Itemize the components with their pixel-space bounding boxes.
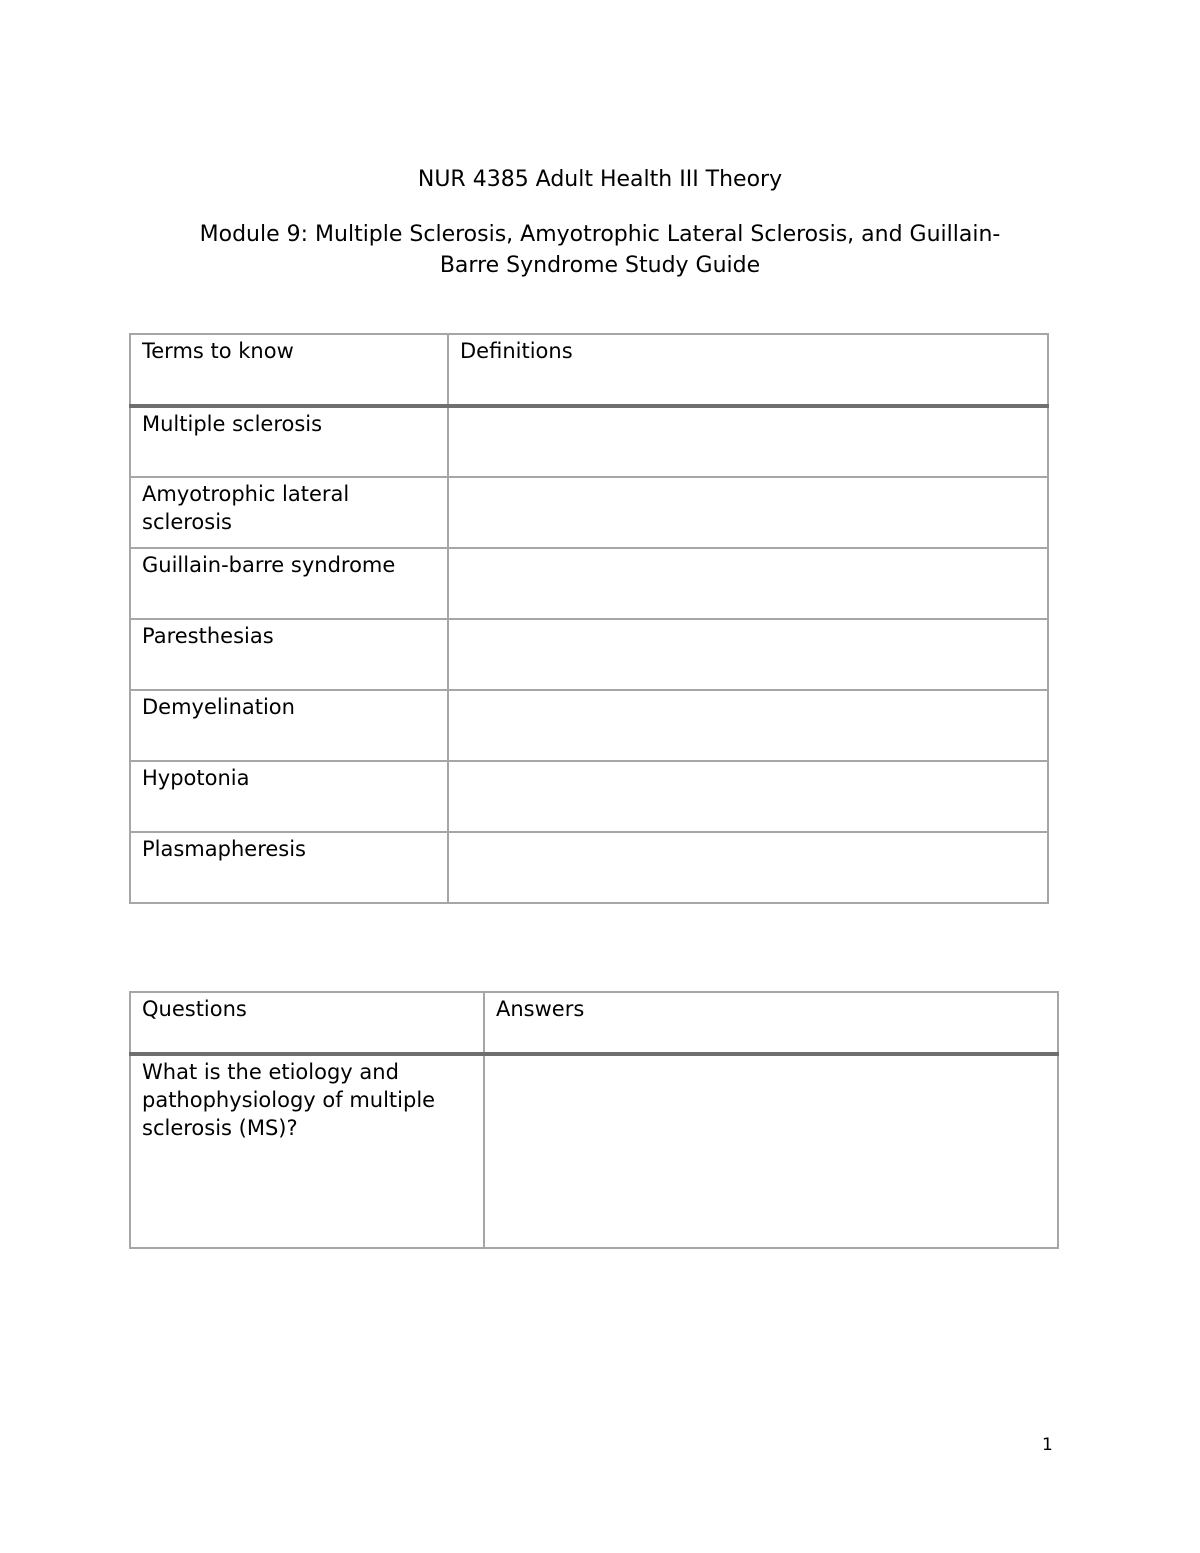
definition-cell[interactable] [448, 548, 1048, 619]
answers-column-header: Answers [484, 992, 1058, 1054]
table-row [130, 690, 1048, 761]
definition-cell[interactable] [448, 619, 1048, 690]
table-row [130, 548, 1048, 619]
term-cell: Hypotonia [130, 761, 448, 832]
definition-cell[interactable] [448, 477, 1048, 548]
table-row [130, 1054, 1058, 1248]
module-title-line-2: Barre Syndrome Study Guide [439, 253, 761, 278]
terms-column-header: Terms to know [130, 334, 448, 406]
answer-cell[interactable] [484, 1054, 1058, 1248]
term-cell: Plasmapheresis [130, 832, 448, 903]
terms-table [129, 333, 1049, 904]
table-row [130, 619, 1048, 690]
term-cell: Multiple sclerosis [130, 406, 448, 477]
terms-table-header-row [130, 334, 1048, 406]
questions-table [129, 991, 1059, 1249]
definition-cell[interactable] [448, 690, 1048, 761]
course-title: NUR 4385 Adult Health III Theory [417, 167, 783, 192]
term-cell: Guillain-barre syndrome [130, 548, 448, 619]
definition-cell[interactable] [448, 761, 1048, 832]
questions-column-header: Questions [130, 992, 484, 1054]
term-cell: Demyelination [130, 690, 448, 761]
term-cell: Paresthesias [130, 619, 448, 690]
table-row [130, 477, 1048, 548]
question-cell: What is the etiology and pathophysiology of multiple sclerosis (MS)? [130, 1054, 484, 1248]
definition-cell[interactable] [448, 832, 1048, 903]
definition-cell[interactable] [448, 406, 1048, 477]
table-row [130, 761, 1048, 832]
module-title-line-1: Module 9: Multiple Sclerosis, Amyotrophic Lateral Sclerosis, and Guillain- [199, 222, 1001, 247]
table-row [130, 406, 1048, 477]
table-row [130, 832, 1048, 903]
questions-table-header-row [130, 992, 1058, 1054]
page-number: 1 [1042, 1435, 1053, 1455]
term-cell: Amyotrophic lateral sclerosis [130, 477, 448, 548]
definitions-column-header: Definitions [448, 334, 1048, 406]
